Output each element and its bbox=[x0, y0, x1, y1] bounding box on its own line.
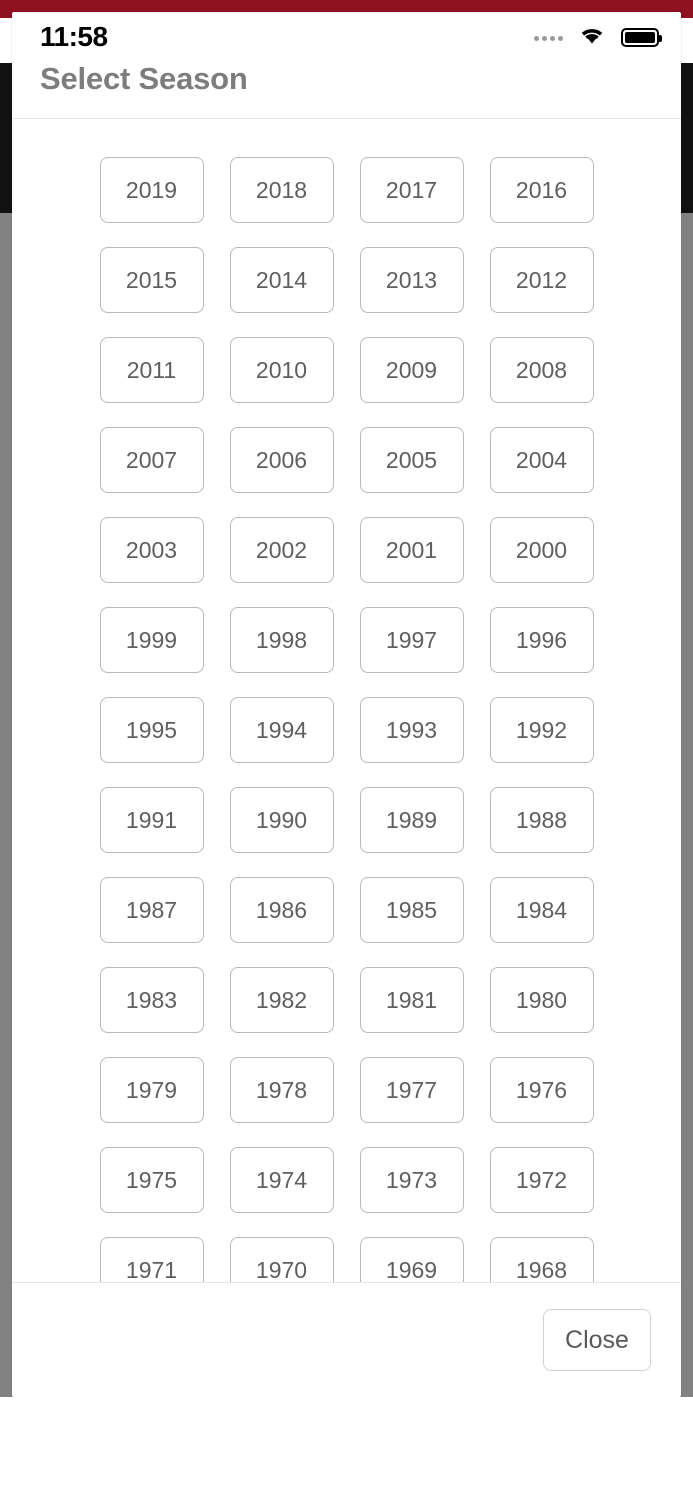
season-button-1976[interactable]: 1976 bbox=[490, 1057, 594, 1123]
season-button-1968[interactable]: 1968 bbox=[490, 1237, 594, 1282]
season-button-1986[interactable]: 1986 bbox=[230, 877, 334, 943]
season-button-2009[interactable]: 2009 bbox=[360, 337, 464, 403]
season-button-2006[interactable]: 2006 bbox=[230, 427, 334, 493]
season-button-1989[interactable]: 1989 bbox=[360, 787, 464, 853]
status-bar-indicators bbox=[534, 24, 659, 51]
season-button-2004[interactable]: 2004 bbox=[490, 427, 594, 493]
status-bar bbox=[12, 12, 681, 62]
season-button-2015[interactable]: 2015 bbox=[100, 247, 204, 313]
season-button-1978[interactable]: 1978 bbox=[230, 1057, 334, 1123]
close-button[interactable]: Close bbox=[543, 1309, 651, 1371]
season-button-1993[interactable]: 1993 bbox=[360, 697, 464, 763]
season-button-2017[interactable]: 2017 bbox=[360, 157, 464, 223]
season-button-2000[interactable]: 2000 bbox=[490, 517, 594, 583]
season-button-1971[interactable]: 1971 bbox=[100, 1237, 204, 1282]
season-button-2008[interactable]: 2008 bbox=[490, 337, 594, 403]
modal-header bbox=[12, 62, 681, 119]
battery-full-icon bbox=[621, 28, 659, 47]
season-button-2013[interactable]: 2013 bbox=[360, 247, 464, 313]
season-button-1998[interactable]: 1998 bbox=[230, 607, 334, 673]
season-button-1987[interactable]: 1987 bbox=[100, 877, 204, 943]
modal-footer bbox=[12, 1282, 681, 1397]
season-button-2001[interactable]: 2001 bbox=[360, 517, 464, 583]
season-button-1988[interactable]: 1988 bbox=[490, 787, 594, 853]
season-button-2007[interactable]: 2007 bbox=[100, 427, 204, 493]
page-bottom-strip bbox=[0, 1397, 693, 1500]
season-button-2011[interactable]: 2011 bbox=[100, 337, 204, 403]
season-button-1984[interactable]: 1984 bbox=[490, 877, 594, 943]
season-button-1973[interactable]: 1973 bbox=[360, 1147, 464, 1213]
season-button-1970[interactable]: 1970 bbox=[230, 1237, 334, 1282]
season-button-2016[interactable]: 2016 bbox=[490, 157, 594, 223]
season-button-2002[interactable]: 2002 bbox=[230, 517, 334, 583]
season-grid bbox=[12, 157, 681, 1282]
season-button-2018[interactable]: 2018 bbox=[230, 157, 334, 223]
season-button-1985[interactable]: 1985 bbox=[360, 877, 464, 943]
page-title: Select Season bbox=[40, 61, 248, 96]
modal-body[interactable] bbox=[12, 119, 681, 1282]
select-season-modal bbox=[12, 12, 681, 1397]
status-bar-time: 11:58 bbox=[40, 21, 108, 52]
wifi-icon bbox=[577, 24, 607, 51]
season-button-1969[interactable]: 1969 bbox=[360, 1237, 464, 1282]
season-button-1982[interactable]: 1982 bbox=[230, 967, 334, 1033]
season-button-1979[interactable]: 1979 bbox=[100, 1057, 204, 1123]
season-button-2012[interactable]: 2012 bbox=[490, 247, 594, 313]
season-button-2010[interactable]: 2010 bbox=[230, 337, 334, 403]
season-button-1997[interactable]: 1997 bbox=[360, 607, 464, 673]
signal-dots-icon bbox=[534, 36, 563, 41]
season-button-1977[interactable]: 1977 bbox=[360, 1057, 464, 1123]
season-button-1990[interactable]: 1990 bbox=[230, 787, 334, 853]
season-button-1975[interactable]: 1975 bbox=[100, 1147, 204, 1213]
season-button-1995[interactable]: 1995 bbox=[100, 697, 204, 763]
season-button-1974[interactable]: 1974 bbox=[230, 1147, 334, 1213]
season-button-1992[interactable]: 1992 bbox=[490, 697, 594, 763]
season-button-2019[interactable]: 2019 bbox=[100, 157, 204, 223]
season-button-1980[interactable]: 1980 bbox=[490, 967, 594, 1033]
season-button-1999[interactable]: 1999 bbox=[100, 607, 204, 673]
season-button-1983[interactable]: 1983 bbox=[100, 967, 204, 1033]
season-button-2005[interactable]: 2005 bbox=[360, 427, 464, 493]
season-button-1991[interactable]: 1991 bbox=[100, 787, 204, 853]
season-button-2003[interactable]: 2003 bbox=[100, 517, 204, 583]
season-button-1972[interactable]: 1972 bbox=[490, 1147, 594, 1213]
season-button-1981[interactable]: 1981 bbox=[360, 967, 464, 1033]
season-button-1996[interactable]: 1996 bbox=[490, 607, 594, 673]
season-button-2014[interactable]: 2014 bbox=[230, 247, 334, 313]
season-button-1994[interactable]: 1994 bbox=[230, 697, 334, 763]
